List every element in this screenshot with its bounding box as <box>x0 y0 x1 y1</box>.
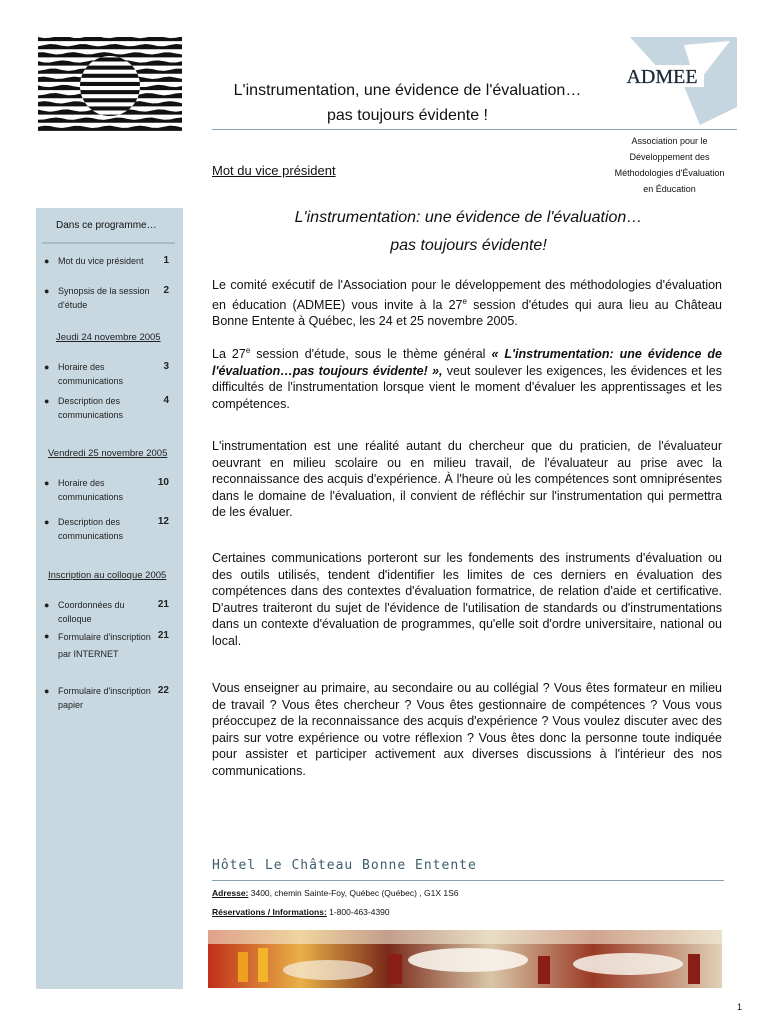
paragraph-audience: Vous enseigner au primaire, au secondaire ou au collégial ? Vous êtes formateur en milieu de travail ? Vous êtes chercheur ? Vous êtes gestionnaire de compétences ? Vous vous préoccupez de la reconnaissance des acquis d'expérience ? Vous voulez discuter avec des pairs sur votre expérience ou votre réflexion ? Vous êtes donc la personne toute indiquée pour assister et participer activement aux diverses discussions à l'intérieur des nos communications. <box>212 681 722 778</box>
toc-item-label: Horaire des communications <box>58 478 124 502</box>
toc-item-label: Formulaire d'inscription papier <box>58 686 151 710</box>
admee-logo <box>622 37 737 125</box>
hotel-title: Hôtel Le Château Bonne Entente <box>212 858 477 873</box>
paragraph-communications: Certaines communications porteront sur les fondements des instruments d'évaluation ou des outils utilisés, tendent d'identifier les limites de ces derniers en évaluation des compétences dans des contextes d'évaluation formatrice, de relation d'aide et certificative. D'autres traiteront du sujet de l'évidence de l'utilisation de standards ou d'instrumentations dans un contexte d'évaluation de programmes, qu'elle soit d'ordre universitaire, national ou local. <box>212 551 722 648</box>
bullet-icon: ● <box>44 362 50 372</box>
bullet-icon: ● <box>44 286 50 296</box>
bullet-icon: ● <box>44 631 50 641</box>
subtitle-line1: L'instrumentation: une évidence de l'évaluation… <box>294 209 643 226</box>
toc-item-page: 21 <box>157 630 169 641</box>
sidebar-section-registration: Inscription au colloque 2005 <box>48 570 167 581</box>
paragraph-instrumentation: L'instrumentation est une réalité autant du chercheur que du praticien, de l'évaluateur oeuvrant en milieu scolaire ou en milieu travail, de l'évaluateur au prise avec la reconnaissance des acquis d'expérience. À l'heure où les compétences sont omniprésentes dans le domaine de l'évaluation, il convient de réfléchir sur l'instrumentation qui permettra de les évaluer. <box>212 439 722 519</box>
toc-item-page: 2 <box>163 285 169 296</box>
hotel-banquet-photo <box>208 930 722 988</box>
bullet-icon: ● <box>44 396 50 406</box>
hotel-reservations: Réservations / Informations: 1-800-463-4390 <box>212 907 390 917</box>
header-divider <box>212 129 737 130</box>
bullet-icon: ● <box>44 478 50 488</box>
toc-item-label: Mot du vice président <box>58 256 144 266</box>
toc-item-label: Description des communications <box>58 396 124 420</box>
toc-item-label: Synopsis de la session d'étude <box>58 286 150 310</box>
toc-item-page: 1 <box>163 255 169 266</box>
toc-item-page: 3 <box>163 361 169 372</box>
sidebar-heading: Dans ce programme… <box>56 220 157 231</box>
paragraph-invitation: Le comité exécutif de l'Association pour le développement des méthodologies d'évaluation en éducation (ADMEE) vous invite à la 27e session d'études qui aura lieu au Château Bonne Entente à Québec, les 24 et 25 novembre 2005. <box>212 278 722 329</box>
toc-item-page: 12 <box>157 516 169 527</box>
theme-emphasis: « L'instrumentation: une évidence de l'évaluation…pas toujours évidente! », <box>212 347 723 378</box>
subtitle-line2: pas toujours évidente! <box>390 237 547 254</box>
main-title-line1: L'instrumentation, une évidence de l'évaluation… <box>233 82 582 99</box>
hotel-divider <box>212 880 724 881</box>
admee-logo-text: ADMEE <box>626 66 698 88</box>
toc-item-page: 22 <box>157 685 169 696</box>
toc-item-label: Coordonnées du colloque <box>58 600 125 624</box>
bullet-icon: ● <box>44 256 50 266</box>
assoc-line-2: Développement des <box>629 152 710 162</box>
sidebar-section-thursday: Jeudi 24 novembre 2005 <box>56 332 161 343</box>
toc-item-page: 21 <box>157 599 169 610</box>
toc-item-page: 4 <box>163 395 169 406</box>
section-title: Mot du vice président <box>212 163 336 178</box>
main-title-line2: pas toujours évidente ! <box>327 107 488 124</box>
paragraph-theme: La 27e session d'étude, sous le thème général « L'instrumentation: une évidence de l'évaluation…pas toujours évidente! », veut soulever les exigences, les évidences et les difficultés de l'instrumentation lorsque vient le moment d'évaluer les apprentissages et les compétences. <box>212 346 723 411</box>
content-subtitle <box>226 204 711 260</box>
op-art-logo <box>38 37 182 135</box>
toc-item-label: Formulaire d'inscription par INTERNET <box>58 632 151 659</box>
page-number: 1 <box>737 1002 743 1012</box>
assoc-line-1: Association pour le <box>631 136 708 146</box>
assoc-line-3: Méthodologies d'Évaluation <box>614 168 725 178</box>
bullet-icon: ● <box>44 686 50 696</box>
bullet-icon: ● <box>44 600 50 610</box>
toc-item-label: Description des communications <box>58 517 124 541</box>
sidebar-divider <box>42 242 175 244</box>
sidebar-section-friday: Vendredi 25 novembre 2005 <box>48 448 168 459</box>
assoc-line-4: en Éducation <box>643 184 696 194</box>
association-name <box>592 133 747 197</box>
main-title <box>200 78 615 128</box>
bullet-icon: ● <box>44 517 50 527</box>
toc-item-page: 10 <box>157 477 169 488</box>
toc-item-label: Horaire des communications <box>58 362 124 386</box>
hotel-address: Adresse: 3400, chemin Sainte-Foy, Québec (Québec) , G1X 1S6 <box>212 888 459 898</box>
